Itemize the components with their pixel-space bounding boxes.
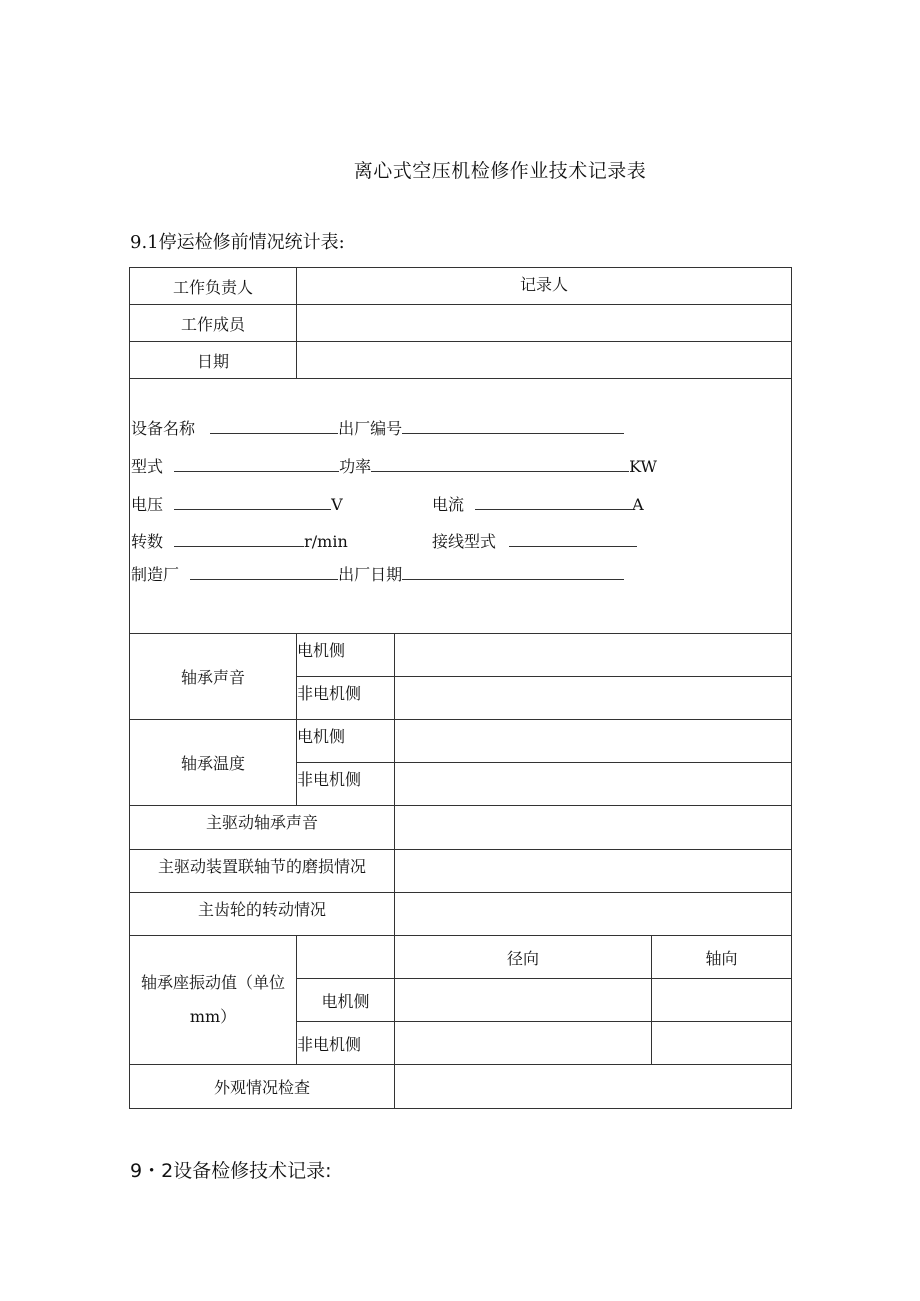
section-heading-9-1: 9.1停运检修前情况统计表: [130, 232, 345, 253]
factory-date-label: 出厂日期 [338, 565, 403, 584]
vibration-motor-side: 电机侧 [297, 979, 395, 1022]
vibration-motor-axial-field[interactable] [652, 979, 792, 1022]
current-unit: A [632, 495, 644, 514]
bearing-temp-non-motor-field[interactable] [395, 763, 792, 806]
vibration-non-motor-radial-field[interactable] [395, 1022, 652, 1065]
bearing-temp-motor-field[interactable] [395, 720, 792, 763]
voltage-blank[interactable] [174, 495, 331, 510]
vibration-header-blank [297, 936, 395, 979]
bearing-temp-label: 轴承温度 [130, 720, 297, 806]
vibration-label: 轴承座振动值（单位mm） [140, 973, 285, 1026]
section-heading-9-2: 9・2设备检修技术记录: [130, 1160, 332, 1182]
date-label: 日期 [130, 342, 297, 379]
current-blank[interactable] [475, 495, 632, 510]
appearance-check-label: 外观情况检查 [130, 1065, 395, 1109]
wiring-type-label: 接线型式 [432, 532, 497, 551]
bearing-sound-non-motor-field[interactable] [395, 677, 792, 720]
coupling-wear-field[interactable] [395, 850, 792, 893]
device-name-label: 设备名称 [131, 419, 196, 438]
power-unit: KW [629, 457, 657, 476]
pre-maintenance-table [129, 267, 792, 1109]
speed-unit: r/min [304, 532, 348, 551]
power-blank[interactable] [371, 457, 629, 472]
speed-label: 转数 [131, 532, 164, 551]
device-info-cell [130, 379, 792, 634]
vibration-non-motor-axial-field[interactable] [652, 1022, 792, 1065]
work-members-label: 工作成员 [130, 305, 297, 342]
current-label: 电流 [432, 495, 465, 514]
main-gear-rotation-field[interactable] [395, 893, 792, 936]
main-gear-rotation-label: 主齿轮的转动情况 [130, 893, 395, 936]
voltage-unit: V [331, 495, 343, 514]
work-leader-label: 工作负责人 [130, 268, 297, 305]
bearing-temp-motor-side: 电机侧 [297, 720, 395, 763]
device-name-blank[interactable] [210, 419, 338, 434]
axial-header: 轴向 [652, 936, 792, 979]
page-title: 离心式空压机检修作业技术记录表 [353, 160, 647, 182]
model-blank[interactable] [174, 457, 339, 472]
power-label: 功率 [339, 457, 372, 476]
main-drive-bearing-sound-label: 主驱动轴承声音 [130, 806, 395, 850]
vibration-motor-radial-field[interactable] [395, 979, 652, 1022]
speed-blank[interactable] [174, 532, 304, 547]
date-field[interactable] [297, 342, 792, 379]
bearing-temp-non-motor-side: 非电机侧 [297, 763, 395, 806]
main-drive-bearing-sound-field[interactable] [395, 806, 792, 850]
appearance-check-field[interactable] [395, 1065, 792, 1109]
bearing-sound-label: 轴承声音 [130, 634, 297, 720]
factory-number-blank[interactable] [402, 419, 624, 434]
wiring-type-blank[interactable] [509, 532, 637, 547]
manufacturer-blank[interactable] [190, 565, 338, 580]
radial-header: 径向 [395, 936, 652, 979]
coupling-wear-label: 主驱动装置联轴节的磨损情况 [130, 850, 395, 893]
work-members-field[interactable] [297, 305, 792, 342]
model-label: 型式 [131, 457, 164, 476]
factory-date-blank[interactable] [402, 565, 624, 580]
bearing-sound-motor-side: 电机侧 [297, 634, 395, 677]
recorder-label: 记录人 [297, 268, 792, 305]
manufacturer-label: 制造厂 [131, 565, 180, 584]
bearing-sound-motor-field[interactable] [395, 634, 792, 677]
voltage-label: 电压 [131, 495, 164, 514]
factory-number-label: 出厂编号 [338, 419, 403, 438]
vibration-non-motor-side: 非电机侧 [297, 1022, 395, 1065]
bearing-sound-non-motor-side: 非电机侧 [297, 677, 395, 720]
vibration-label-cell [130, 936, 297, 1065]
